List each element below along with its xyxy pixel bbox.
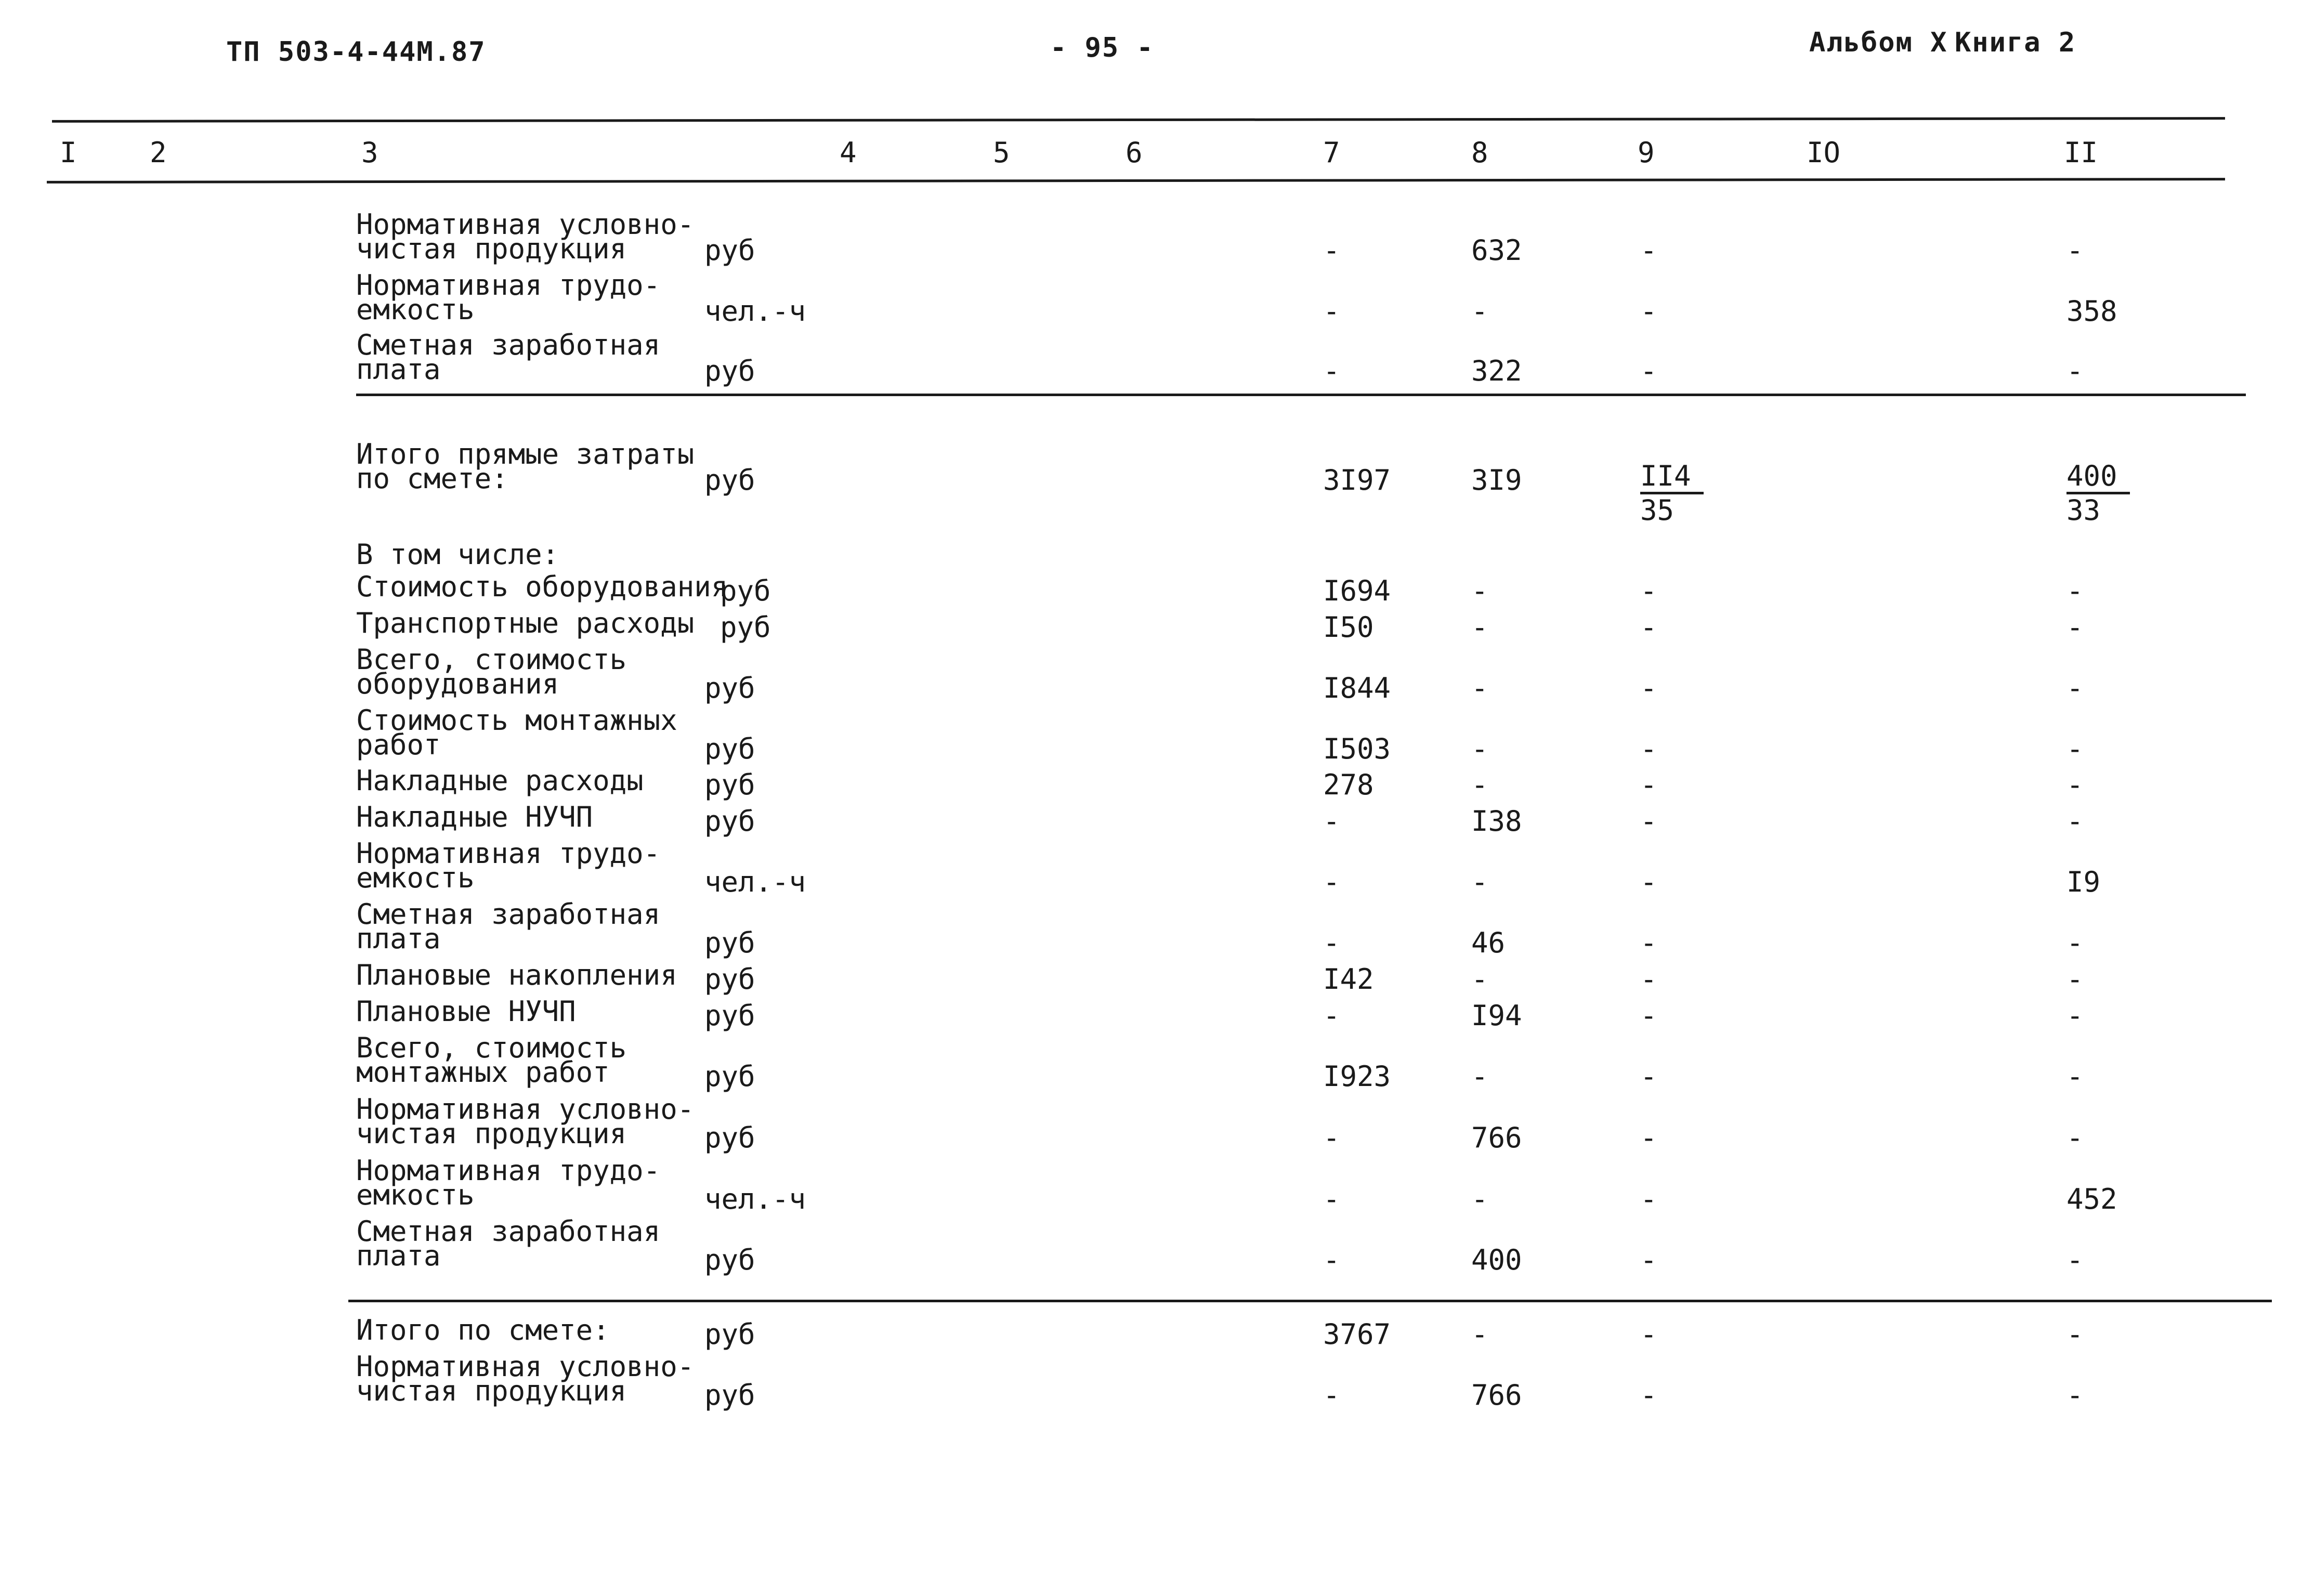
col11-value: - <box>2066 234 2084 267</box>
book-label: Книга 2 <box>1955 27 2076 58</box>
column-number: 7 <box>1323 136 1340 169</box>
row-label: Плановые НУЧП <box>356 995 576 1028</box>
col8-value: - <box>1471 295 1488 328</box>
col7-value: I694 <box>1323 574 1391 607</box>
col8-value: - <box>1471 732 1488 765</box>
col7-value: I42 <box>1323 963 1374 996</box>
row-unit: руб <box>704 926 755 959</box>
col8-value: - <box>1471 768 1488 801</box>
col11-value: - <box>2066 672 2084 704</box>
col9-fraction <box>1640 461 1704 527</box>
row-unit: руб <box>720 611 771 644</box>
col8-value: I94 <box>1471 999 1522 1032</box>
row-unit: руб <box>704 999 755 1032</box>
row-unit: руб <box>704 732 755 765</box>
album-label: Альбом Х <box>1809 27 1948 58</box>
row-unit: чел.-ч <box>704 295 806 328</box>
col9-value: - <box>1640 234 1657 267</box>
row-label: Плановые накопления <box>356 959 677 991</box>
document-code: ТП 503-4-44М.87 <box>226 36 486 68</box>
row-unit: руб <box>704 672 755 704</box>
row-unit: руб <box>704 1244 755 1276</box>
col7-value: I503 <box>1323 732 1391 765</box>
col11-value: - <box>2066 768 2084 801</box>
col9-value: - <box>1640 732 1657 765</box>
column-number: I <box>60 136 77 169</box>
row-unit: чел.-ч <box>704 866 806 898</box>
col7-value: - <box>1323 1121 1340 1154</box>
col9-value: - <box>1640 295 1657 328</box>
col11-value: - <box>2066 805 2084 838</box>
col7-value: - <box>1323 1244 1340 1276</box>
row-label: Итого по смете: <box>356 1314 610 1346</box>
column-number: II <box>2064 136 2098 169</box>
fraction-numerator: II4 <box>1640 461 1704 494</box>
row-unit: руб <box>704 234 755 267</box>
row-label: Нормативная условно- чистая продукция <box>356 1093 695 1150</box>
row-label: Сметная заработная плата <box>356 329 661 386</box>
col7-value: - <box>1323 1183 1340 1215</box>
col11-value: - <box>2066 732 2084 765</box>
row-label: Нормативная трудо- емкость <box>356 269 661 326</box>
col11-value: - <box>2066 1244 2084 1276</box>
col9-value: - <box>1640 611 1657 644</box>
col7-value: - <box>1323 234 1340 267</box>
col11-value: - <box>2066 1121 2084 1154</box>
col7-value: - <box>1323 355 1340 387</box>
col8-value: 766 <box>1471 1379 1522 1411</box>
col8-value: - <box>1471 1318 1488 1351</box>
col11-value: - <box>2066 355 2084 387</box>
column-number: 2 <box>150 136 167 169</box>
column-number: 9 <box>1638 136 1655 169</box>
column-number: IO <box>1807 136 1841 169</box>
col7-value: - <box>1323 295 1340 328</box>
col9-value: - <box>1640 999 1657 1032</box>
col7-value: 3767 <box>1323 1318 1391 1351</box>
col11-value: - <box>2066 1379 2084 1411</box>
header-bottom-rule <box>47 178 2225 184</box>
col11-value: I9 <box>2066 866 2101 898</box>
col11-value: - <box>2066 611 2084 644</box>
col11-fraction <box>2066 461 2130 527</box>
col7-value: - <box>1323 805 1340 838</box>
col8-value: - <box>1471 1060 1488 1093</box>
row-unit: руб <box>704 355 755 387</box>
row-unit: руб <box>704 768 755 801</box>
col7-value: I923 <box>1323 1060 1391 1093</box>
col11-value: - <box>2066 1318 2084 1351</box>
col9-value: - <box>1640 672 1657 704</box>
fraction-denominator: 33 <box>2066 494 2101 527</box>
col8-value: 400 <box>1471 1244 1522 1276</box>
row-label: Сметная заработная плата <box>356 898 661 955</box>
col9-value: - <box>1640 1060 1657 1093</box>
row-label: Стоимость оборудования <box>356 570 728 603</box>
header-top-rule <box>52 117 2225 123</box>
section-divider <box>348 1300 2272 1302</box>
row-unit: руб <box>704 805 755 838</box>
column-number: 8 <box>1471 136 1488 169</box>
col11-value: - <box>2066 963 2084 996</box>
col8-value: 322 <box>1471 355 1522 387</box>
row-label: Транспортные расходы <box>356 607 695 639</box>
row-unit: руб <box>704 1379 755 1411</box>
column-number: 6 <box>1126 136 1143 169</box>
col7-value: - <box>1323 926 1340 959</box>
row-unit: руб <box>704 1318 755 1351</box>
fraction-numerator: 400 <box>2066 461 2130 494</box>
row-label: Нормативная условно- чистая продукция <box>356 208 695 265</box>
col7-value: I844 <box>1323 672 1391 704</box>
row-label: Стоимость монтажных работ <box>356 704 677 761</box>
col9-value: - <box>1640 574 1657 607</box>
col8-value: I38 <box>1471 805 1522 838</box>
page-number: - 95 - <box>1050 32 1154 63</box>
col9-value: - <box>1640 1183 1657 1215</box>
col8-value: - <box>1471 574 1488 607</box>
including-label: В том числе: <box>356 538 559 571</box>
col9-value: - <box>1640 926 1657 959</box>
col7-value: 278 <box>1323 768 1374 801</box>
row-label: Накладные расходы <box>356 764 644 797</box>
row-label: Нормативная условно- чистая продукция <box>356 1350 695 1407</box>
row-unit: руб <box>704 963 755 996</box>
row-label: Всего, стоимость монтажных работ <box>356 1031 627 1089</box>
col8-value: - <box>1471 611 1488 644</box>
col8-value: - <box>1471 1183 1488 1215</box>
row-label: Всего, стоимость оборудования <box>356 643 627 700</box>
col8-value: 3I9 <box>1471 464 1522 496</box>
column-number: 5 <box>993 136 1010 169</box>
col7-value: - <box>1323 866 1340 898</box>
col11-value: - <box>2066 1060 2084 1093</box>
col9-value: - <box>1640 1318 1657 1351</box>
row-unit: руб <box>704 1060 755 1093</box>
col8-value: - <box>1471 672 1488 704</box>
row-label: Нормативная трудо- емкость <box>356 1154 661 1211</box>
row-unit: руб <box>704 464 755 496</box>
row-label: Накладные НУЧП <box>356 801 593 833</box>
col11-value: - <box>2066 926 2084 959</box>
row-unit: руб <box>704 1121 755 1154</box>
col8-value: - <box>1471 963 1488 996</box>
fraction-denominator: 35 <box>1640 494 1675 527</box>
col11-value: 452 <box>2066 1183 2117 1215</box>
column-number: 4 <box>840 136 857 169</box>
col7-value: 3I97 <box>1323 464 1391 496</box>
col9-value: - <box>1640 963 1657 996</box>
col11-value: 358 <box>2066 295 2117 328</box>
col8-value: - <box>1471 866 1488 898</box>
col8-value: 766 <box>1471 1121 1522 1154</box>
row-label: Сметная заработная плата <box>356 1215 661 1272</box>
row-unit: руб <box>720 574 771 607</box>
col9-value: - <box>1640 355 1657 387</box>
section-divider <box>356 394 2246 396</box>
col7-value: I50 <box>1323 611 1374 644</box>
row-label: Итого прямые затраты по смете: <box>356 438 695 495</box>
col11-value: - <box>2066 999 2084 1032</box>
col9-value: - <box>1640 805 1657 838</box>
col9-value: - <box>1640 1244 1657 1276</box>
row-label: Нормативная трудо- емкость <box>356 837 661 894</box>
column-number: 3 <box>361 136 378 169</box>
col9-value: - <box>1640 768 1657 801</box>
col7-value: - <box>1323 999 1340 1032</box>
col9-value: - <box>1640 1379 1657 1411</box>
row-unit: чел.-ч <box>704 1183 806 1215</box>
col7-value: - <box>1323 1379 1340 1411</box>
col9-value: - <box>1640 1121 1657 1154</box>
col9-value: - <box>1640 866 1657 898</box>
col8-value: 46 <box>1471 926 1506 959</box>
col11-value: - <box>2066 574 2084 607</box>
col8-value: 632 <box>1471 234 1522 267</box>
